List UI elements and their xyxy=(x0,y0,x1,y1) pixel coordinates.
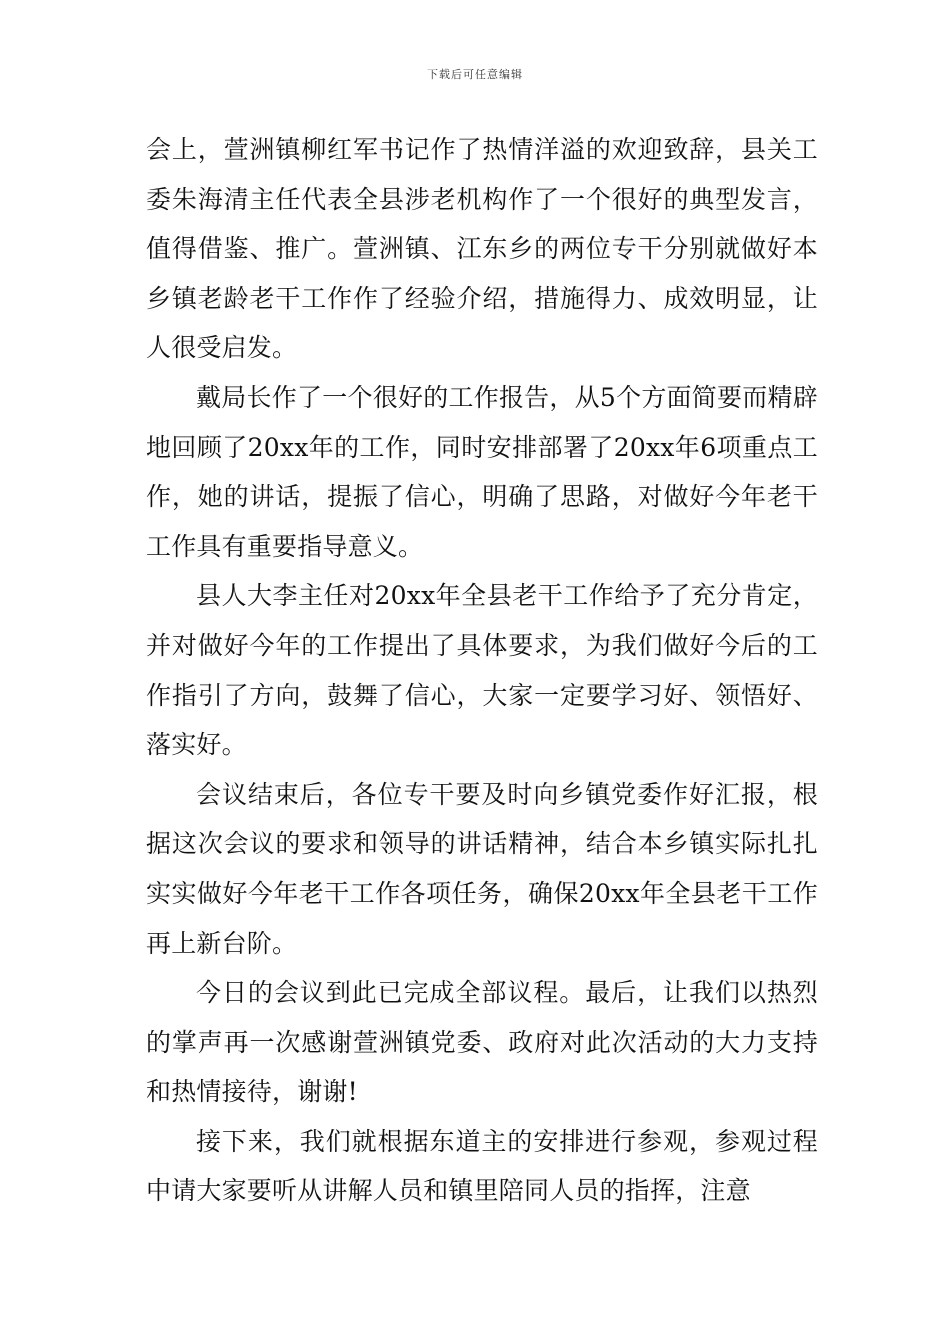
paragraph-6: 接下来，我们就根据东道主的安排进行参观，参观过程中请大家要听从讲解人员和镇里陪同人员的指挥，注意 xyxy=(146,1126,818,1206)
paragraph-2: 戴局长作了一个很好的工作报告，从5个方面简要而精辟地回顾了20xx年的工作，同时安排部署了20xx年6项重点工作，她的讲话，提振了信心，明确了思路，对做好今年老干工作具有重要指导意义。 xyxy=(146,382,818,561)
paragraph-5: 今日的会议到此已完成全部议程。最后，让我们以热烈的掌声再一次感谢萱洲镇党委、政府对此次活动的大力支持和热情接待，谢谢! xyxy=(146,978,818,1107)
paragraph-3: 县人大李主任对20xx年全县老干工作给予了充分肯定，并对做好今年的工作提出了具体要求，为我们做好今后的工作指引了方向，鼓舞了信心，大家一定要学习好、领悟好、落实好。 xyxy=(146,581,818,760)
paragraph-4: 会议结束后，各位专干要及时向乡镇党委作好汇报，根据这次会议的要求和领导的讲话精神，结合本乡镇实际扎扎实实做好今年老干工作各项任务，确保20xx年全县老干工作再上新台阶。 xyxy=(146,779,818,958)
paragraph-1: 会上，萱洲镇柳红军书记作了热情洋溢的欢迎致辞，县关工委朱海清主任代表全县涉老机构作了一个很好的典型发言，值得借鉴、推广。萱洲镇、江东乡的两位专干分别就做好本乡镇老龄老干工作作了经验介绍，措施得力、成效明显，让人很受启发。 xyxy=(146,135,818,363)
document-body xyxy=(146,125,818,1216)
header-note: 下载后可任意编辑 xyxy=(427,68,523,81)
